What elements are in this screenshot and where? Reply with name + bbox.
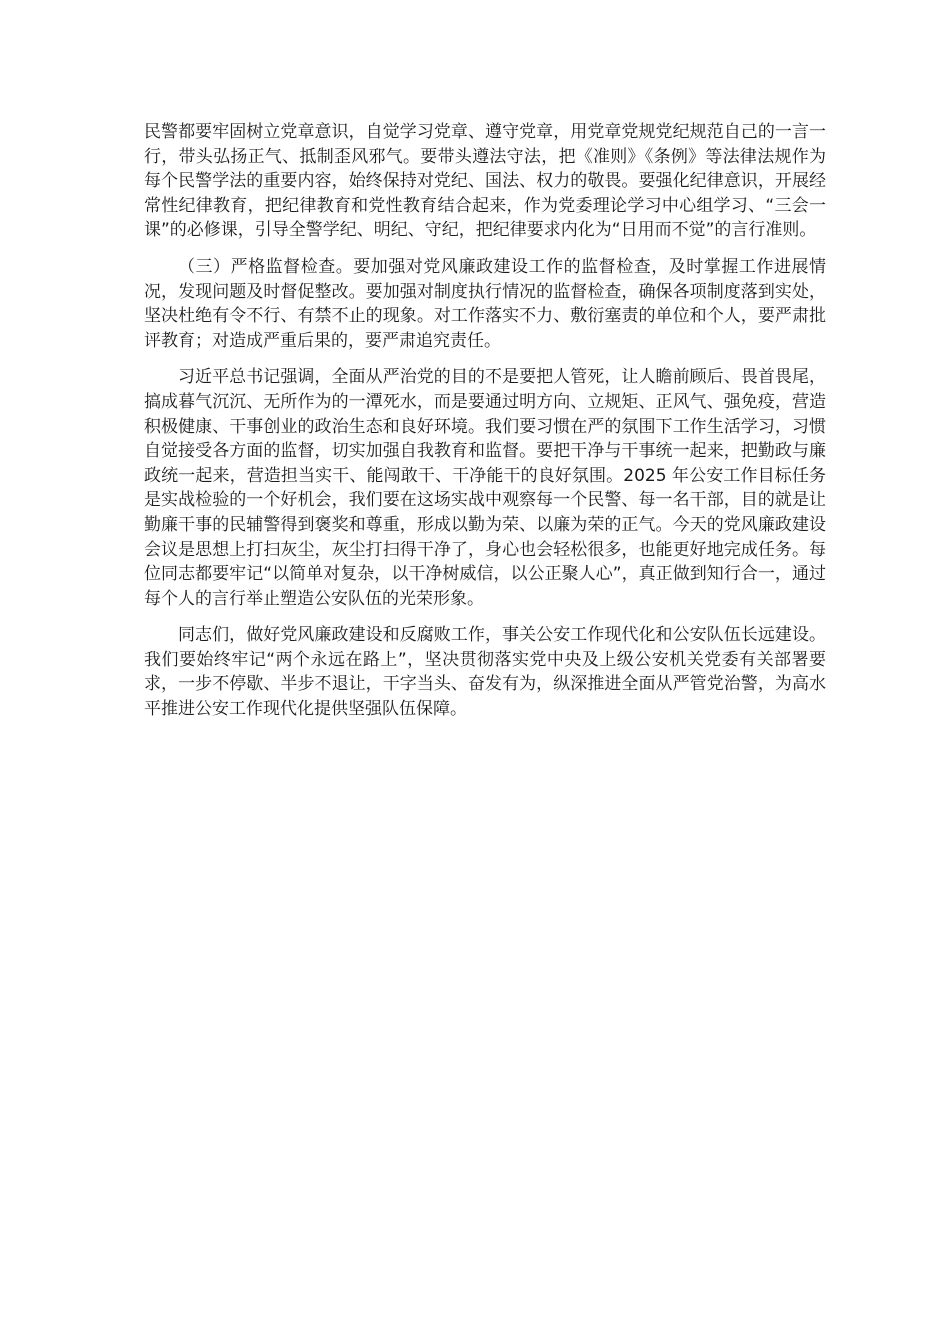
paragraph-supervision-inspection: （三）严格监督检查。要加强对党风廉政建设工作的监督检查，及时掌握工作进展情况，发现问题及时督促整改。要加强对制度执行情况的监督检查，确保各项制度落到实处，坚决杜绝有令不行、有禁不止的现象。对工作落实不力、敷衍塞责的单位和个人，要严肃批评教育；对造成严重后果的，要严肃追究责任。 bbox=[144, 256, 826, 351]
paragraph-closing: 同志们，做好党风廉政建设和反腐败工作，事关公安工作现代化和公安队伍长远建设。我们要始终牢记“两个永远在路上”，坚决贯彻落实党中央及上级公安机关党委有关部署要求，一步不停歇、半步不退让，干字当头、奋发有为，纵深推进全面从严管党治警，为高水平推进公安工作现代化提供坚强队伍保障。 bbox=[144, 625, 826, 720]
document-body bbox=[144, 120, 826, 734]
paragraph-continued: 民警都要牢固树立党章意识，自觉学习党章、遵守党章，用党章党规党纪规范自己的一言一行，带头弘扬正气、抵制歪风邪气。要带头遵法守法，把《准则》《条例》等法律法规作为每个民警学法的重要内容，始终保持对党纪、国法、权力的敬畏。要强化纪律意识，开展经常性纪律教育，把纪律教育和党性教育结合起来，作为党委理论学习中心组学习、“三会一课”的必修课，引导全警学纪、明纪、守纪，把纪律要求内化为“日用而不觉”的言行准则。 bbox=[144, 122, 826, 241]
paragraph-xi-emphasis: 习近平总书记强调，全面从严治党的目的不是要把人管死，让人瞻前顾后、畏首畏尾，搞成暮气沉沉、无所作为的一潭死水，而是要通过明方向、立规矩、正风气、强免疫，营造积极健康、干事创业的政治生态和良好环境。我们要习惯在严的氛围下工作生活学习，习惯自觉接受各方面的监督，切实加强自我教育和监督。要把干净与干事统一起来，把勤政与廉政统一起来，营造担当实干、能闯敢干、干净能干的良好氛围。2025 年公安工作目标任务是实战检验的一个好机会，我们要在这场实战中观察每一个民警、每一名干部，目的就是让勤廉干事的民辅警得到褒奖和尊重，形成以勤为荣、以廉为荣的正气。今天的党风廉政建设会议是思想上打扫灰尘，灰尘打扫得干净了，身心也会轻松很多，也能更好地完成任务。每位同志都要牢记“以简单对复杂，以干净树威信，以公正聚人心”，真正做到知行合一，通过每个人的言行举止塑造公安队伍的光荣形象。 bbox=[144, 367, 826, 609]
